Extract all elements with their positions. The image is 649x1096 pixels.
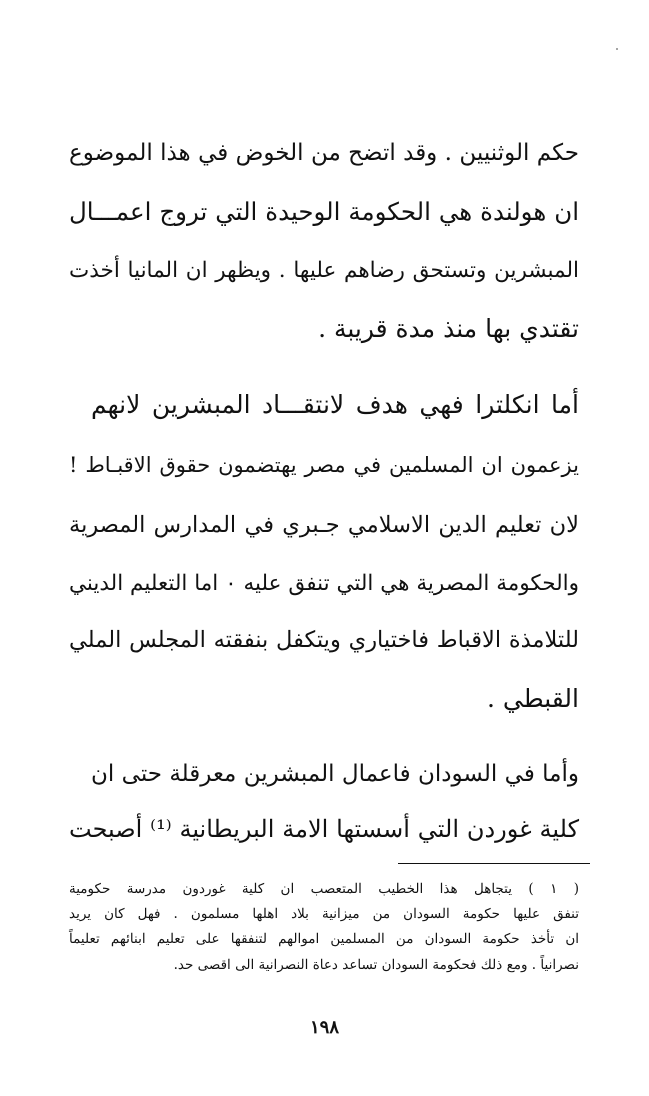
paragraph-2-line-6: القبطي . xyxy=(487,684,579,713)
scan-speck xyxy=(616,48,618,50)
paragraph-2-line-2: يزعمون ان المسلمين في مصر يهتضمون حقوق الاقبـاط ! xyxy=(69,453,579,477)
page-number: ١٩٨ xyxy=(309,1017,339,1038)
paragraph-3-line-2: كلية غوردن التي أسستها الامة البريطانية ⁽¹⁾ أصبحت xyxy=(69,815,580,843)
footnote-line-1: ( ١ ) يتجاهل هذا الخطيب المتعصب ان كلية غوردون مدرسة حكومية xyxy=(69,881,579,897)
paragraph-1-line-4: تقتدي بها منذ مدة قريبة . xyxy=(318,314,579,343)
paragraph-2-line-3: لان تعليم الدين الاسلامي جـبري في المدارس المصرية xyxy=(69,512,579,538)
footnote-line-3: ان تأخذ حكومة السودان من المسلمين اموالهم لتنفقها على تعليم ابنائهم تعليماً xyxy=(69,931,579,947)
footnote-line-2: تنفق عليها حكومة السودان من ميزانية بلاد اهلها مسلمون . فهل كان يريد xyxy=(69,906,579,922)
footnote-separator xyxy=(398,863,590,864)
paragraph-1-line-2: ان هولندة هي الحكومة الوحيدة التي تروج اعمـــال xyxy=(69,197,579,226)
paragraph-1-line-1: حكم الوثنيين . وقد اتضح من الخوض في هذا الموضوع xyxy=(69,140,579,166)
paragraph-2-line-1: أما انكلترا فهي هدف لانتقـــاد المبشرين لانهم xyxy=(91,390,579,419)
footnote-line-4: نصرانياً . ومع ذلك فحكومة السودان تساعد دعاة النصرانية الى اقصى حد. xyxy=(173,957,579,973)
paragraph-2-line-4: والحكومة المصرية هي التي تنفق عليه ٠ اما التعليم الديني xyxy=(69,571,580,596)
paragraph-2-line-5: للتلامذة الاقباط فاختياري ويتكفل بنفقته المجلس الملي xyxy=(69,627,579,653)
paragraph-1-line-3: المبشرين وتستحق رضاهم عليها . ويظهر ان المانيا أخذت xyxy=(69,258,579,283)
paragraph-3-line-1: وأما في السودان فاعمال المبشرين معرقلة حتى ان xyxy=(91,761,579,787)
